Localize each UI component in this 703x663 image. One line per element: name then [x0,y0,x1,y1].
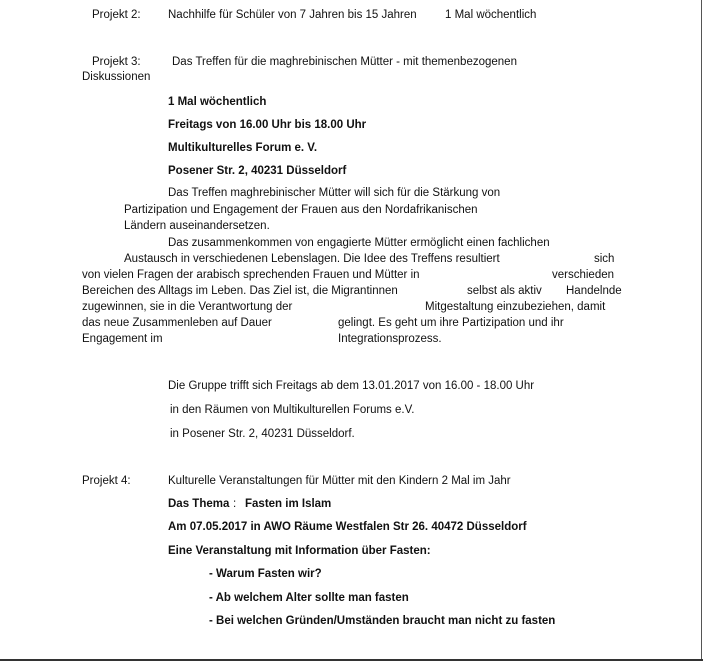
projekt3-group-line1: Die Gruppe trifft sich Freitags ab dem 13.01.2017 von 16.00 - 18.00 Uhr [168,380,535,392]
projekt3-frequency: 1 Mal wöchentlich [168,96,267,108]
projekt3-paragraph2-line4: Bereichen des Alltags im Leben. Das Ziel ist, die Migrantinnen [82,285,398,297]
projekt4-event: Eine Veranstaltung mit Information über Fasten: [168,545,431,557]
projekt3-paragraph2-line4-mid: selbst als aktiv [467,285,542,297]
projekt3-paragraph2-line2-end: sich [594,253,615,265]
projekt3-paragraph2-line6: das neue Zusammenleben auf Dauer [82,317,272,329]
projekt4-question-3: - Bei welchen Gründen/Umständen braucht man nicht zu fasten [209,615,556,627]
projekt3-paragraph2-line5: zugewinnen, sie in die Verantwortung der [82,301,293,313]
projekt3-paragraph2-line6-end: gelingt. Es geht um ihre Partizipation und ihr [338,317,564,329]
projekt4-date-place: Am 07.05.2017 in AWO Räume Westfalen Str 26. 40472 Düsseldorf [168,521,527,533]
projekt2-label: Projekt 2: [92,9,141,21]
projekt3-label: Projekt 3: [92,56,141,68]
projekt3-title-continued: Diskussionen [82,71,151,83]
projekt2-frequency: 1 Mal wöchentlich [445,9,537,21]
projekt3-paragraph2-line4-end: Handelnde [566,285,622,297]
projekt4-question-2: - Ab welchem Alter sollte man fasten [209,592,409,604]
projekt3-time: Freitags von 16.00 Uhr bis 18.00 Uhr [168,119,367,131]
projekt3-paragraph2-line1: Das zusammenkommen von engagierte Mütter ermöglicht einen fachlichen [168,237,550,249]
projekt3-paragraph2-line3-end: verschieden [552,269,615,281]
projekt2-title: Nachhilfe für Schüler von 7 Jahren bis 15 Jahren [168,9,417,21]
projekt4-thema-separator: : [233,498,237,510]
projekt3-paragraph1-line3: Ländern auseinandersetzen. [124,220,270,232]
projekt3-title: Das Treffen für die maghrebinischen Mütter - mit themenbezogenen [172,56,517,68]
projekt4-label: Projekt 4: [82,475,131,487]
page-edge-bottom [0,659,703,661]
projekt3-group-line2: in den Räumen von Multikulturellen Forums e.V. [170,404,415,416]
projekt3-organisation: Multikulturelles Forum e. V. [168,142,318,154]
projekt3-paragraph1-line1: Das Treffen maghrebinischer Mütter will sich für die Stärkung von [168,187,501,199]
projekt3-group-line3: in Posener Str. 2, 40231 Düsseldorf. [170,428,355,440]
page-edge-right [701,0,702,660]
projekt4-question-1: - Warum Fasten wir? [209,568,322,580]
projekt3-paragraph2-line5-end: Mitgestaltung einzubeziehen, damit [425,301,606,313]
projekt4-thema-label: Das Thema [168,498,230,510]
projekt3-address: Posener Str. 2, 40231 Düsseldorf [168,165,347,177]
projekt3-paragraph1-line2: Partizipation und Engagement der Frauen aus den Nordafrikanischen [124,204,478,216]
projekt3-paragraph2-line2: Austausch in verschiedenen Lebenslagen. Die Idee des Treffens resultiert [124,253,500,265]
projekt3-paragraph2-line7-end: Integrationsprozess. [338,333,442,345]
projekt3-paragraph2-line7: Engagement im [82,333,163,345]
projekt4-title: Kulturelle Veranstaltungen für Mütter mit den Kindern 2 Mal im Jahr [168,475,511,487]
projekt4-thema-value: Fasten im Islam [245,498,332,510]
projekt3-paragraph2-line3: von vielen Fragen der arabisch sprechenden Frauen und Mütter in [82,269,420,281]
